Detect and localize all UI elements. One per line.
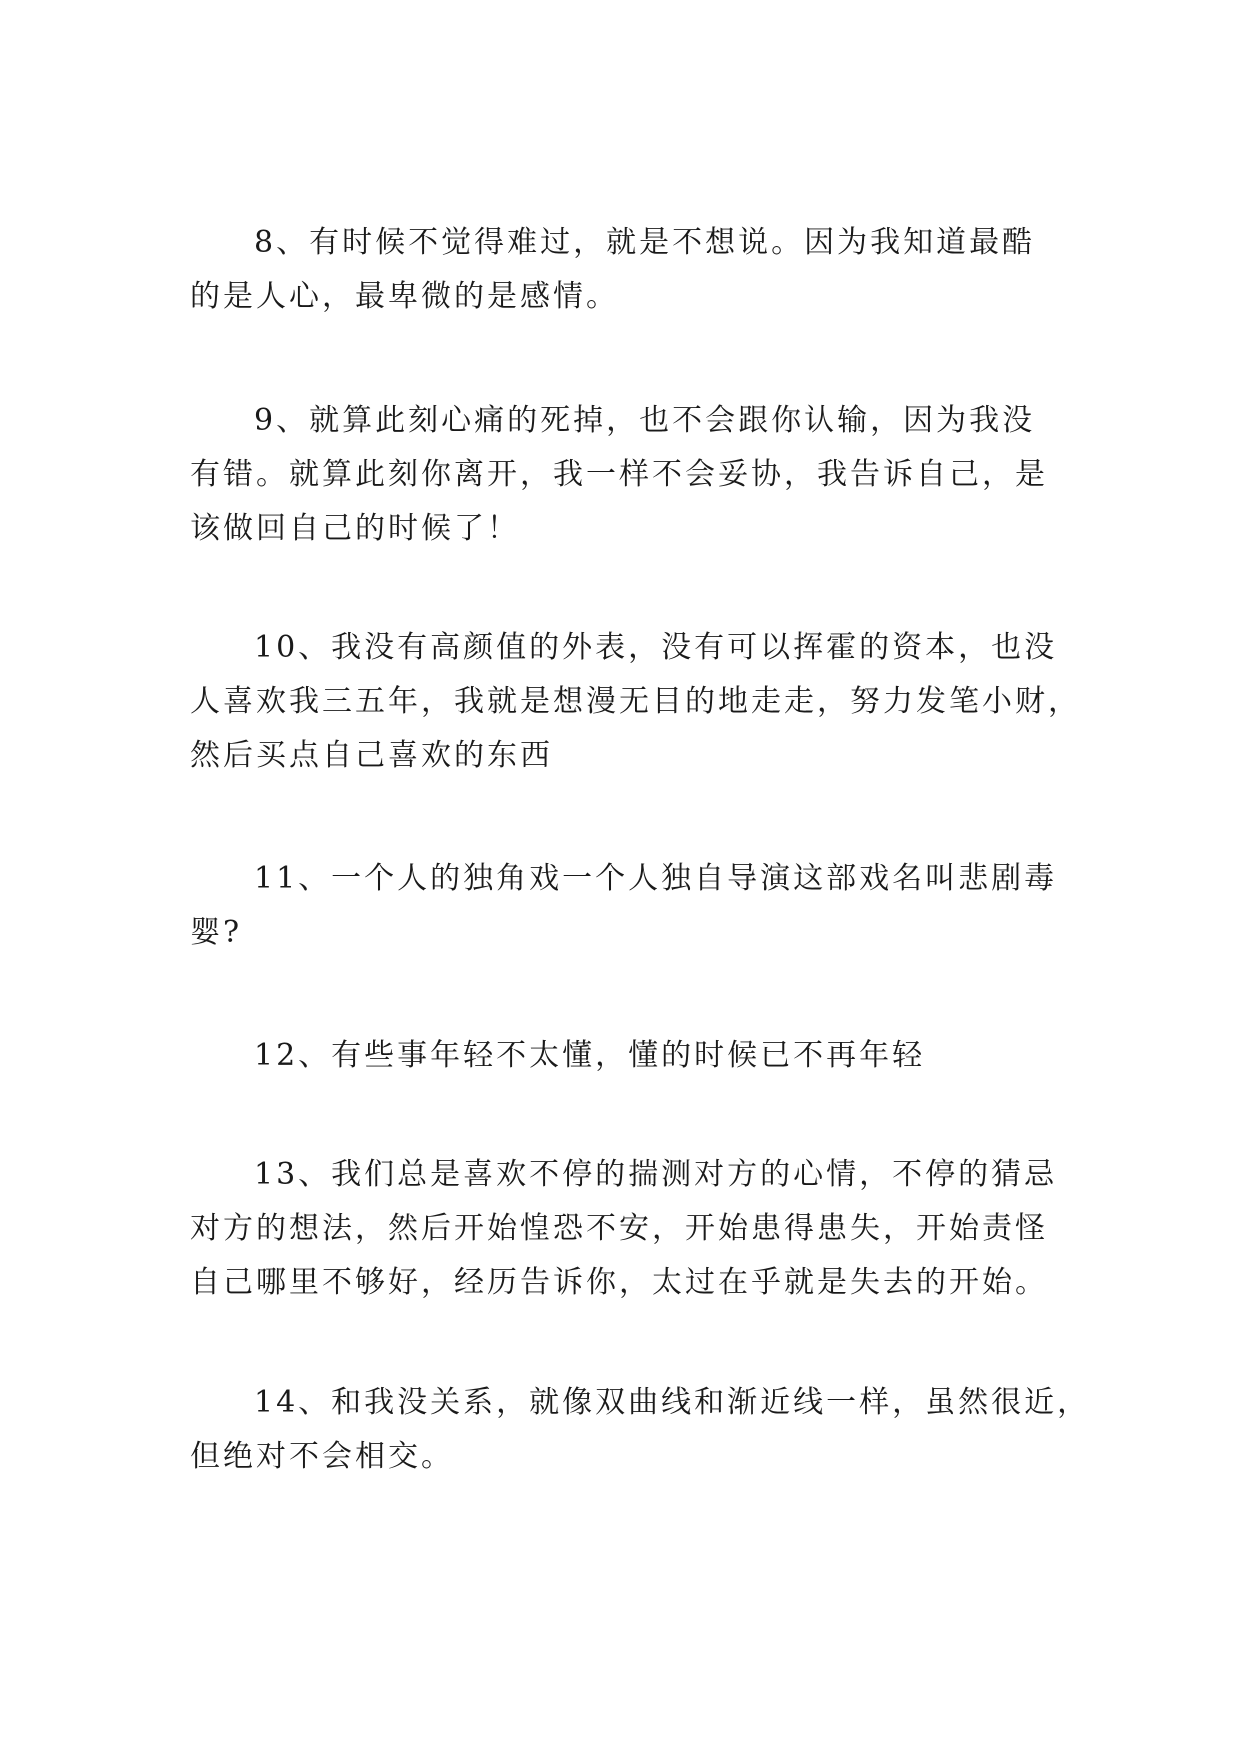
paragraph-line: 11、一个人的独角戏一个人独自导演这部戏名叫悲剧毒 bbox=[254, 861, 1058, 896]
paragraph-line: 13、我们总是喜欢不停的揣测对方的心情，不停的猜忌 bbox=[254, 1157, 1058, 1192]
paragraph-line: 9、就算此刻心痛的死掉，也不会跟你认输，因为我没 bbox=[254, 403, 1036, 438]
paragraph-8 bbox=[190, 216, 1070, 324]
paragraph-line: 但绝对不会相交。 bbox=[190, 1439, 454, 1474]
paragraph-line: 对方的想法，然后开始惶恐不安，开始患得患失，开始责怪 bbox=[190, 1211, 1048, 1246]
paragraph-line: 8、有时候不觉得难过，就是不想说。因为我知道最酷 bbox=[254, 225, 1036, 260]
paragraph-12 bbox=[190, 1029, 1070, 1083]
paragraph-line: 10、我没有高颜值的外表，没有可以挥霍的资本，也没 bbox=[254, 630, 1058, 665]
paragraph-10 bbox=[190, 621, 1081, 783]
paragraph-13 bbox=[190, 1148, 1070, 1310]
paragraph-line: 14、和我没关系，就像双曲线和渐近线一样，虽然很近， bbox=[254, 1385, 1091, 1420]
paragraph-line: 然后买点自己喜欢的东西 bbox=[190, 738, 553, 773]
paragraph-line: 12、有些事年轻不太懂，懂的时候已不再年轻 bbox=[254, 1038, 926, 1073]
paragraph-11 bbox=[190, 852, 1070, 960]
paragraph-9 bbox=[190, 394, 1070, 556]
paragraph-line: 婴? bbox=[190, 915, 243, 950]
paragraph-line: 的是人心，最卑微的是感情。 bbox=[190, 279, 619, 314]
paragraph-line: 人喜欢我三五年，我就是想漫无目的地走走，努力发笔小财， bbox=[190, 684, 1081, 719]
paragraph-line: 自己哪里不够好，经历告诉你，太过在乎就是失去的开始。 bbox=[190, 1265, 1048, 1300]
paragraph-line: 有错。就算此刻你离开，我一样不会妥协，我告诉自己，是 bbox=[190, 457, 1048, 492]
paragraph-14 bbox=[190, 1376, 1091, 1484]
paragraph-line: 该做回自己的时候了！ bbox=[190, 511, 520, 546]
